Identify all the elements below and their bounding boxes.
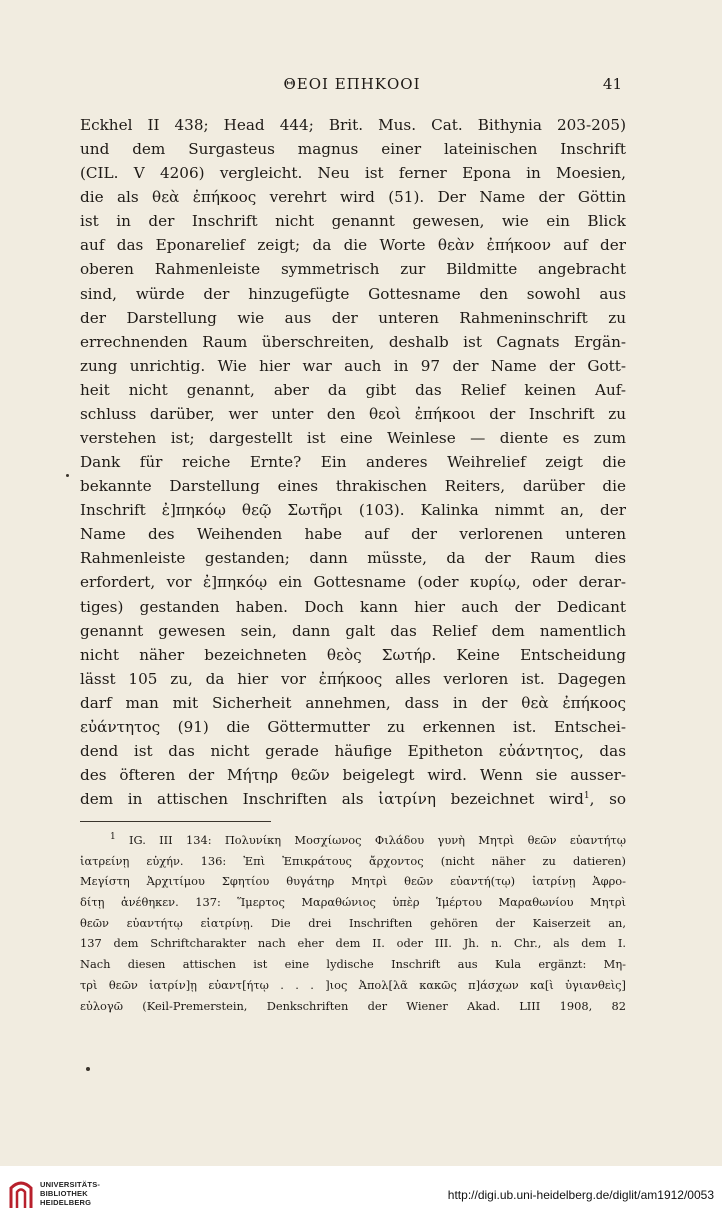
body-line: dend ist das nicht gerade häufige Epitheton εὐάντητος, das	[80, 742, 626, 761]
body-line: tiges) gestanden haben. Doch kann hier auch der Dedicant	[80, 597, 626, 616]
body-line: darf man mit Sicherheit annehmen, dass in der θεὰ ἐπήκοος	[80, 693, 626, 712]
body-line: heit nicht genannt, aber da gibt das Relief keinen Auf-	[80, 380, 626, 399]
body-line: Dank für reiche Ernte? Ein anderes Weihrelief zeigt die	[80, 453, 626, 472]
body-line: nicht näher bezeichneten θεὸς Σωτήρ. Keine Entscheidung	[80, 645, 626, 664]
last-line-text: dem in attischen Inschriften als ἰατρίνη bezeichnet wird	[80, 790, 584, 809]
body-line: Eckhel II 438; Head 444; Brit. Mus. Cat. Bithynia 203-205)	[80, 116, 626, 134]
body-line: und dem Surgasteus magnus einer lateinischen Inschrift	[80, 140, 626, 159]
body-line: der Darstellung wie aus der unteren Rahmeninschrift zu	[80, 308, 626, 327]
body-line: erfordert, vor ἐ]πηκόῳ ein Gottesname (oder κυρίῳ, oder derar-	[80, 573, 626, 592]
page-header	[82, 75, 622, 97]
source-url-link[interactable]: http://digi.ub.uni-heidelberg.de/diglit/am1912/0053	[447, 1188, 714, 1202]
digitization-footer	[0, 1166, 722, 1224]
footnote-line: τρὶ θεῶν ἰατρίν]ῃ εὐαντ[ήτῳ . . . ]ιος Ἀπολ[λᾶ κακῶς π]άσχων κα[ὶ ὑγιανθεὶς]	[80, 977, 626, 992]
body-line: Rahmenleiste gestanden; dann müsste, da der Raum dies	[80, 549, 626, 568]
page-number: 41	[602, 75, 622, 93]
footnote-line: Nach diesen attischen ist eine lydische Inschrift aus Kula ergänzt: Μη-	[80, 957, 626, 972]
footnote-line: εὐλογῶ (Keil-Premerstein, Denkschriften der Wiener Akad. LIII 1908, 82	[80, 998, 626, 1013]
body-line: lässt 105 zu, da hier vor ἐπήκοος alles verloren ist. Dagegen	[80, 669, 626, 688]
footnote-divider	[80, 821, 271, 822]
last-line-tail: , so	[589, 790, 626, 809]
library-logo-icon	[8, 1178, 34, 1210]
running-title: ΘΕΟΙ ΕΠΗΚΟΟΙ	[283, 75, 421, 93]
body-line-last	[80, 787, 626, 811]
body-line: bekannte Darstellung eines thrakischen Reiters, darüber die	[80, 477, 626, 496]
logo-arch	[11, 1183, 31, 1208]
body-line: ist in der Inschrift nicht genannt gewesen, wie ein Blick	[80, 212, 626, 231]
footnote-line	[80, 830, 626, 851]
body-line: errechnenden Raum überschreiten, deshalb ist Cagnats Ergän-	[80, 332, 626, 351]
body-line: (CIL. V 4206) vergleicht. Neu ist ferner Epona in Moesien,	[80, 164, 626, 183]
body-line: genannt gewesen sein, dann galt das Relief dem namentlich	[80, 621, 626, 640]
library-name-line: UNIVERSITÄTS-	[40, 1180, 101, 1189]
stray-mark	[86, 1067, 90, 1071]
body-line: zung unrichtig. Wie hier war auch in 97 der Name der Gott-	[80, 356, 626, 375]
body-line: verstehen ist; dargestellt ist eine Weinlese — diente es zum	[80, 429, 626, 448]
footnote-line: δίτῃ ἀνέθηκεν. 137: Ἵμερτος Μαραθώνιος ὑπὲρ Ἱμέρτου Μαραθωνίου Μητρὶ	[80, 895, 626, 910]
footnote-line: ἰατρείνῃ εὐχήν. 136: Ἐπὶ Ἐπικράτους ἄρχοντος (nicht näher zu datieren)	[80, 853, 626, 868]
body-line: oberen Rahmenleiste symmetrisch zur Bildmitte angebracht	[80, 260, 626, 279]
body-line: Inschrift ἐ]πηκόῳ θεῷ Σωτῆρι (103). Kalinka nimmt an, der	[80, 501, 626, 520]
body-line: sind, würde der hinzugefügte Gottesname den sowohl aus	[80, 284, 626, 303]
library-name-line: HEIDELBERG	[40, 1198, 92, 1207]
body-line: εὐάντητος (91) die Göttermutter zu erkennen ist. Entschei-	[80, 717, 626, 736]
footnotes	[80, 830, 626, 1016]
body-line: auf das Eponarelief zeigt; da die Worte θεὰν ἐπήκοον auf der	[80, 236, 626, 255]
body-text	[80, 113, 626, 811]
margin-mark	[66, 474, 69, 477]
footnote-marker: 1	[110, 832, 116, 843]
logo-inner-arch	[17, 1190, 25, 1209]
footnote-line: 137 dem Schriftcharakter nach eher dem II. oder III. Jh. n. Chr., als dem I.	[80, 936, 626, 951]
library-name	[40, 1180, 100, 1207]
body-line: die als θεὰ ἐπήκοος verehrt wird (51). Der Name der Göttin	[80, 188, 626, 207]
footnote-line: θεῶν εὐαντήτῳ εἰατρίνῃ. Die drei Inschriften gehören der Kaiserzeit an,	[80, 915, 626, 930]
body-line: Name des Weihenden habe auf der verlorenen unteren	[80, 525, 626, 544]
footnote-line: Μεγίστη Ἀρχιτίμου Σφητίου θυγάτηρ Μητρὶ θεῶν εὐαντή(τῳ) ἰατρίνῃ Ἀφρο-	[80, 874, 626, 889]
footnote-reference[interactable]: 1	[583, 791, 590, 802]
footnote-first-text: IG. III 134: Πολυνίκη Μοσχίωνος Φιλάδου γυνὴ Μητρὶ θεῶν εὐαντήτῳ	[129, 833, 626, 847]
body-line: des öfteren der Μήτηρ θεῶν beigelegt wird. Wenn sie ausser-	[80, 766, 626, 785]
body-line: schluss darüber, wer unter den θεοὶ ἐπήκοοι der Inschrift zu	[80, 404, 626, 423]
library-name-line: BIBLIOTHEK	[40, 1189, 88, 1198]
